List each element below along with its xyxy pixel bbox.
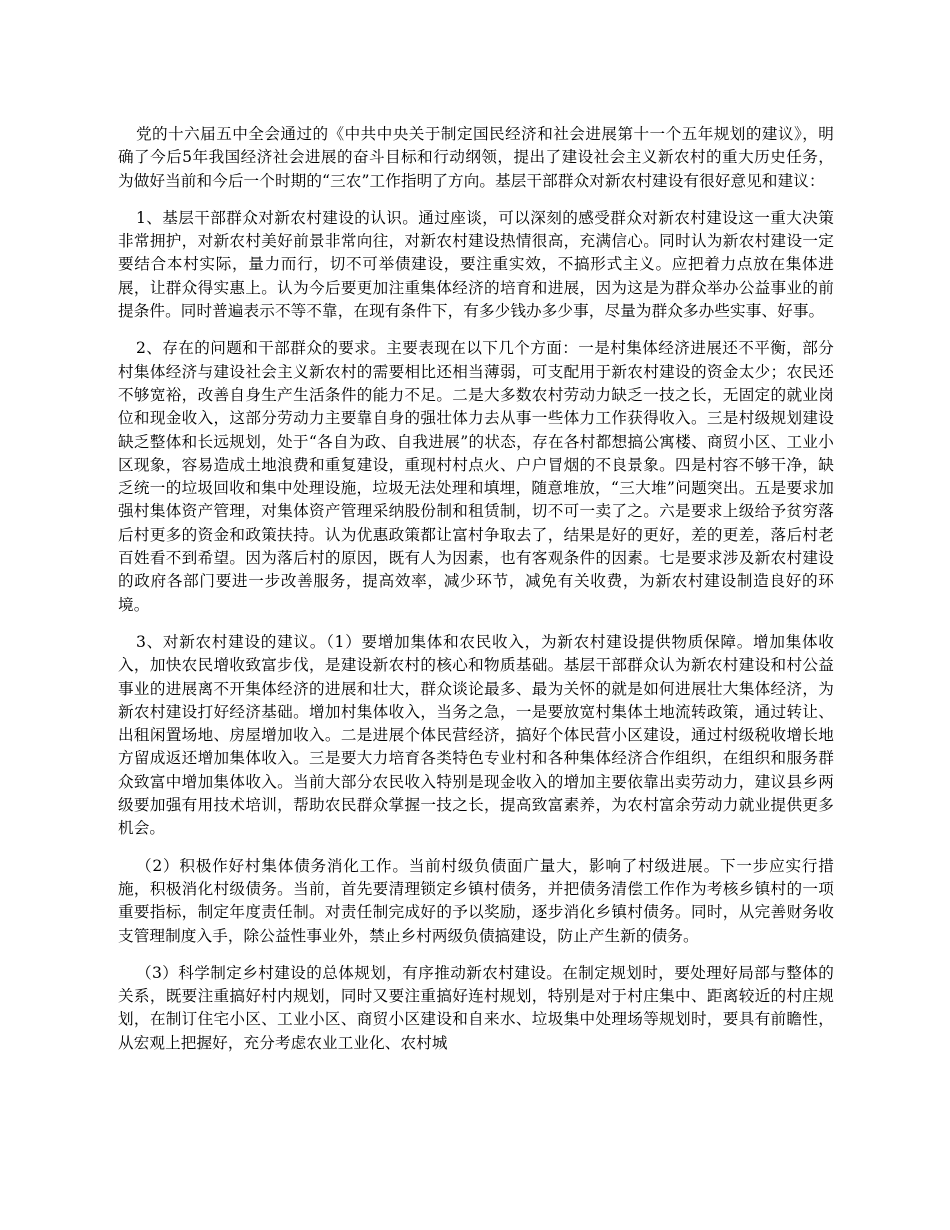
document-page <box>118 123 834 1069</box>
debt-paragraph: （2）积极作好村集体债务消化工作。当前村级负债面广量大，影响了村级进展。下一步应实行措施，积极消化村级债务。当前，首先要清理锁定乡镇村债务，并把债务清偿工作作为考核乡镇村的一项重要指标，制定年度责任制。对责任制完成好的予以奖励，逐步消化乡镇村债务。同时，从完善财务收支管理制度入手，除公益性事业外，禁止乡村两级负债搞建设，防止产生新的债务。 <box>118 856 834 945</box>
section-1-paragraph: 1、基层干部群众对新农村建设的认识。通过座谈，可以深刻的感受群众对新农村建设这一重大决策非常拥护，对新农村美好前景非常向往，对新农村建设热情很高，充满信心。同时认为新农村建设一定要结合本村实际，量力而行，切不可举债建设，要注重实效，不搞形式主义。应把着力点放在集体进展，让群众得实惠上。认为今后要更加注重集体经济的培育和进展，因为这是为群众举办公益事业的前提条件。同时普遍表示不等不靠，在现有条件下，有多少钱办多少事，尽量为群众多办些实事、好事。 <box>118 208 834 321</box>
intro-paragraph: 党的十六届五中全会通过的《中共中央关于制定国民经济和社会进展第十一个五年规划的建议》，明确了今后5年我国经济社会进展的奋斗目标和行动纲领，提出了建设社会主义新农村的重大历史任务，为做好当前和今后一个时期的“三农”工作指明了方向。基层干部群众对新农村建设有很好意见和建议： <box>118 125 834 190</box>
section-3-paragraph: 3、对新农村建设的建议。（1）要增加集体和农民收入，为新农村建设提供物质保障。增加集体收入，加快农民增收致富步伐，是建设新农村的核心和物质基础。基层干部群众认为新农村建设和村公益事业的进展离不开集体经济的进展和壮大，群众谈论最多、最为关怀的就是如何进展壮大集体经济，为新农村建设打好经济基础。增加村集体收入，当务之急，一是要放宽村集体土地流转政策，通过转让、出租闲置场地、房屋增加收入。二是进展个体民营经济，搞好个体民营小区建设，通过村级税收增长地方留成返还增加集体收入。三是要大力培育各类特色专业村和各种集体经济合作组织，在组织和服务群众致富中增加集体收入。当前大部分农民收入特别是现金收入的增加主要依靠出卖劳动力，建议县乡两级要加强有用技术培训，帮助农民群众掌握一技之长，提高致富素养，为农村富余劳动力就业提供更多机会。 <box>118 632 834 838</box>
planning-paragraph: （3）科学制定乡村建设的总体规划，有序推动新农村建设。在制定规划时，要处理好局部与整体的关系，既要注重搞好村内规划，同时又要注重搞好连村规划，特别是对于村庄集中、距离较近的村庄规划，在制订住宅小区、工业小区、商贸小区建设和自来水、垃圾集中处理场等规划时，要具有前瞻性，从宏观上把握好，充分考虑农业工业化、农村城 <box>118 963 834 1052</box>
section-2-paragraph: 2、存在的问题和干部群众的要求。主要表现在以下几个方面：一是村集体经济进展还不平衡，部分村集体经济与建设社会主义新农村的需要相比还相当薄弱，可支配用于新农村建设的资金太少；农民还不够宽裕，改善自身生产生活条件的能力不足。二是大多数农村劳动力缺乏一技之长，无固定的就业岗位和现金收入，这部分劳动力主要靠自身的强壮体力去从事一些体力工作获得收入。三是村级规划建设缺乏整体和长远规划，处于“各自为政、自我进展”的状态，存在各村都想搞公寓楼、商贸小区、工业小区现象，容易造成土地浪费和重复建设，重现村村点火、户户冒烟的不良景象。四是村容不够干净，缺乏统一的垃圾回收和集中处理设施，垃圾无法处理和填埋，随意堆放，“三大堆”问题突出。五是要求加强村集体资产管理，对集体资产管理采纳股份制和租赁制，切不可一卖了之。六是要求上级给予贫穷落后村更多的资金和政策扶持。认为优惠政策都让富村争取去了，结果是好的更好，差的更差，落后村老百姓看不到希望。因为落后村的原因，既有人为因素，也有客观条件的因素。七是要求涉及新农村建设的政府各部门要进一步改善服务，提高效率，减少环节，减免有关收费，为新农村建设制造良好的环境。 <box>118 339 834 614</box>
